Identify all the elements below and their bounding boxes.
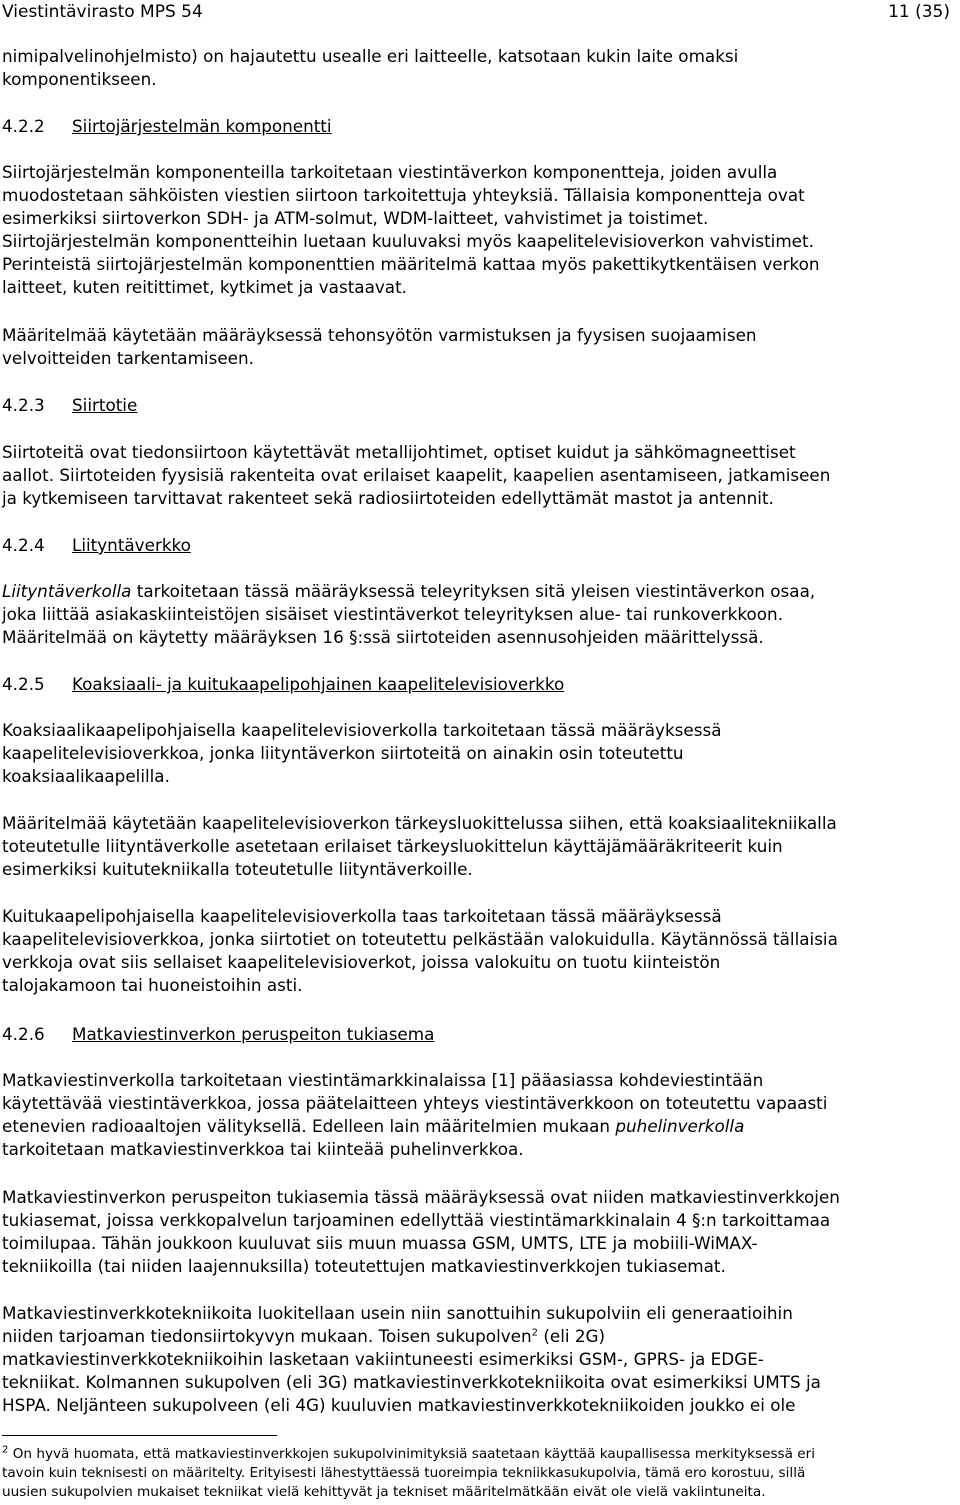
section-title: Siirtotie [72,395,138,415]
paragraph [2,1069,958,1161]
paragraph: Siirtojärjestelmän komponenteilla tarkoitetaan viestintäverkon komponentteja, joiden avulla muodostetaan sähköisten viestien siirtoon tarkoitettuja yhteyksiä. Tällaisia komponentteja ovat esimerkiksi siirtoverkon SDH- ja ATM-solmut, WDM-laitteet, vahvistimet ja toistimet. Siirtojärjestelmän komponentteihin luetaan kuuluvaksi myös kaapelitelevisioverkon vahvistimet. Perinteistä siirtojärjestelmän komponenttien määritelmä kattaa myös pakettikytkentäisen verkon laitteet, kuten reitittimet, kytkimet ja vastaavat. [2,162,820,297]
section-title: Liityntäverkko [72,535,191,555]
paragraph: Määritelmää käytetään kaapelitelevisioverkon tärkeysluokittelussa siihen, että koaksiaalitekniikalla toteutetulle liityntäverkolle asetetaan erilaiset tärkeysluokittelun käyttäjämääräkriteerit kuin esimerkiksi kuitutekniikalla toteutetulle liityntäverkoille. [2,813,837,879]
section-heading-4-2-5 [2,673,564,696]
section-title: Siirtojärjestelmän komponentti [72,116,332,136]
section-title: Matkaviestinverkon peruspeiton tukiasema [72,1024,435,1044]
paragraph: Määritelmää käytetään määräyksessä tehonsyötön varmistuksen ja fyysisen suojaamisen velvoitteiden tarkentamiseen. [2,325,757,368]
paragraph: Matkaviestinverkon peruspeiton tukiasemia tässä määräyksessä ovat niiden matkaviestinverkkojen tukiasemat, joissa verkkopalvelun tarjoaminen edellyttää viestintämarkkinalain 4 §:n tarkoittamaa toimilupaa. Tähän joukkoon kuuluvat siis muun muassa GSM, UMTS, LTE ja mobiili-WiMAX- tekniikoilla (tai niiden laajennuksilla) toteutettujen matkaviestinverkkojen tukiasemat. [2,1187,840,1276]
paragraph: Siirtoteitä ovat tiedonsiirtoon käytettävät metallijohtimet, optiset kuidut ja sähkömagneettiset aallot. Siirtoteiden fyysisiä rakenteita ovat erilaiset kaapelit, kaapelien asentamiseen, jatkamiseen ja kytkemiseen tarvittavat rakenteet sekä radiosiirtoteiden edellyttämät mastot ja antennit. [2,442,831,508]
paragraph-text: tarkoitetaan matkaviestinverkkoa tai kiinteää puhelinverkkoa. [2,1139,524,1159]
section-heading-4-2-3 [2,394,137,417]
section-number: 4.2.6 [2,1024,45,1044]
footnote-number: 2 [2,1444,9,1456]
section-number: 4.2.4 [2,535,45,555]
paragraph-text: tarkoitetaan tässä määräyksessä teleyrityksen sitä yleisen viestintäverkon osaa, joka liittää asiakaskiinteistöjen sisäiset viestintäverkot teleyrityksen alue- tai runkoverkkoon. Määritelmää on käytetty määräyksen 16 §:ssä siirtoteiden asennusohjeiden määrittelyssä. [2,581,816,647]
defined-term: Liityntäverkolla [2,581,132,601]
paragraph-text: (eli 2G) matkaviestinverkkotekniikoihin lasketaan vakiintuneesti esimerkiksi GSM-, GPRS- ja EDGE- tekniikat. Kolmannen sukupolven (eli 3G) matkaviestinverkkotekniikoita ovat esimerkiksi UMTS ja HSPA. Neljänteen sukupolveen (eli 4G) kuuluvien matkaviestinverkkotekniikoiden joukko ei ole [2,1326,821,1415]
footnote-separator [2,1435,277,1436]
paragraph [2,1302,958,1417]
section-heading-4-2-6 [2,1023,434,1046]
footnote [2,1445,958,1502]
section-title: Koaksiaali- ja kuitukaapelipohjainen kaapelitelevisioverkko [72,674,565,694]
section-number: 4.2.5 [2,674,45,694]
defined-term: puhelinverkolla [615,1116,745,1136]
footnote-text: On hyvä huomata, että matkaviestinverkkojen sukupolvinimityksiä saatetaan käyttää kaupallisessa merkityksessä eri tavoin kuin teknisesti on määritelty. Erityisesti lähestyttäessä tuoreimpia tekniikkasukupolvia, tämä ero korostuu, sillä uusien sukupolvien mukaiset tekniikat vielä kehittyvät ja tekniset määritelmätkään eivät ole vielä vakiintuneita. [2,1446,815,1500]
paragraph-continued: nimipalvelinohjelmisto) on hajautettu usealle eri laitteelle, katsotaan kukin laite omaksi komponentikseen. [2,46,739,89]
paragraph-text: Matkaviestinverkolla tarkoitetaan viestintämarkkinalaissa [1] pääasiassa kohdeviestintään käytettävää viestintäverkkoa, jossa päätelaitteen yhteys viestintäverkkoon on toteutettu vapaasti etenevien radioaaltojen välityksellä. Edelleen lain määritelmien mukaan [2,1070,828,1136]
section-heading-4-2-4 [2,534,191,557]
section-heading-4-2-2 [2,115,332,138]
paragraph-text: Matkaviestinverkkotekniikoita luokitellaan usein niin sanottuihin sukupolviin eli generaatioihin niiden tarjoaman tiedonsiirtokyvyn mukaan. Toisen sukupolven [2,1303,793,1346]
paragraph: Koaksiaalikaapelipohjaisella kaapelitelevisioverkolla tarkoitetaan tässä määräyksessä kaapelitelevisioverkkoa, jonka liityntäverkon siirtoteitä on ainakin osin toteutettu koaksiaalikaapelilla. [2,720,722,786]
paragraph [2,580,958,649]
paragraph: Kuitukaapelipohjaisella kaapelitelevisioverkolla taas tarkoitetaan tässä määräyksessä kaapelitelevisioverkkoa, jonka siirtotiet on toteutettu pelkästään valokuidulla. Käytännössä tällaisia verkkoja ovat siis sellaiset kaapelitelevisioverkot, joissa valokuitu on tuotu kiinteistön talojakamoon tai huoneistoihin asti. [2,906,838,995]
section-number: 4.2.2 [2,116,45,136]
document-title: Viestintävirasto MPS 54 [2,2,203,22]
footnote-reference[interactable]: 2 [531,1327,539,1339]
section-number: 4.2.3 [2,395,45,415]
page-number: 11 (35) [888,2,950,22]
